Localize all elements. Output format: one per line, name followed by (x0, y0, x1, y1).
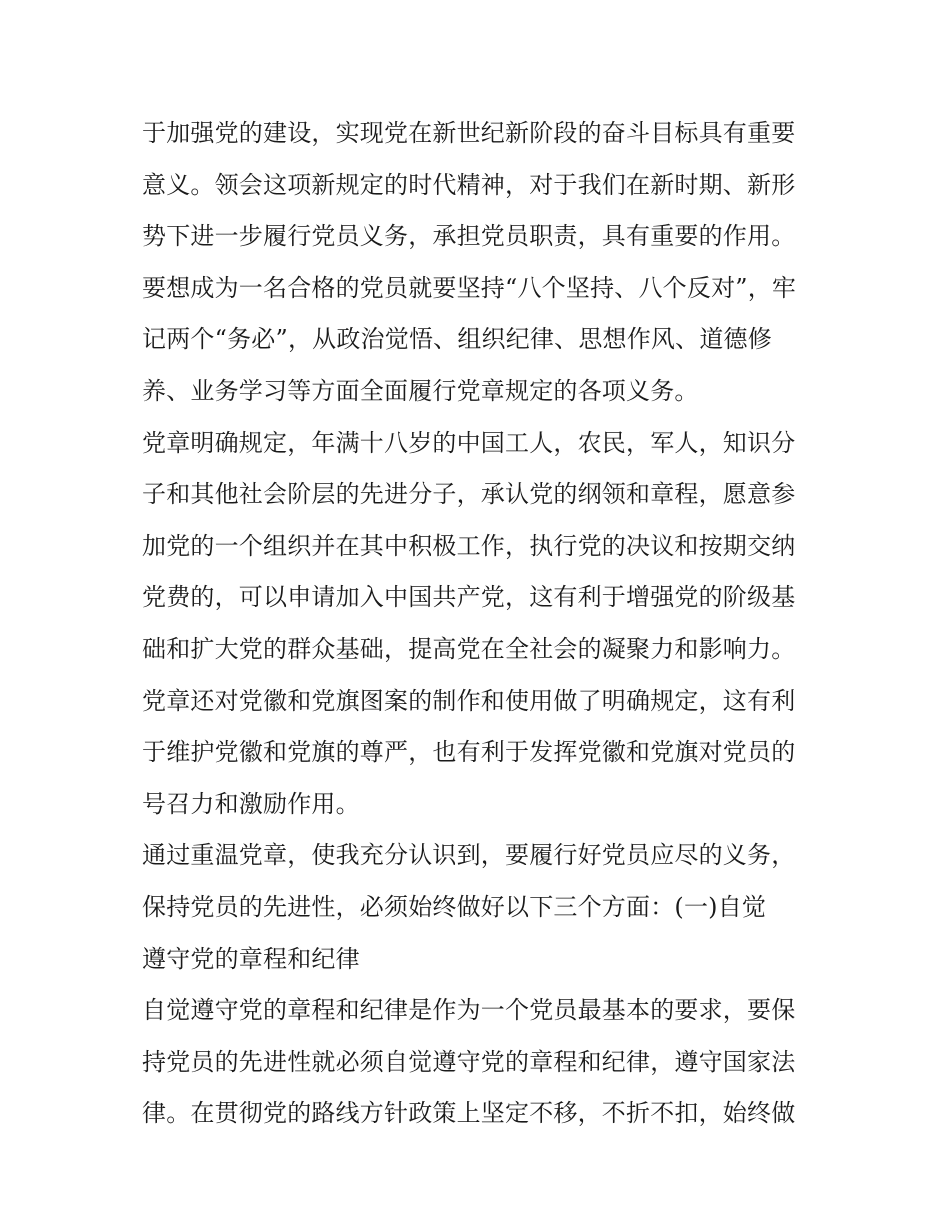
text-line: 持党员的先进性就必须自觉遵守党的章程和纪律，遵守国家法 (142, 1047, 796, 1076)
text-line: 自觉遵守党的章程和纪律是作为一个党员最基本的要求，要保 (142, 996, 796, 1025)
text-line: 号召力和激励作用。 (142, 789, 360, 818)
text-line: 养、业务学习等方面全面履行党章规定的各项义务。 (142, 376, 699, 405)
text-line: 于维护党徽和党旗的尊严，也有利于发挥党徽和党旗对党员的 (142, 738, 796, 767)
text-line: 要想成为一名合格的党员就要坚持“八个坚持、八个反对”，牢 (142, 273, 797, 302)
text-line: 党章明确规定，年满十八岁的中国工人，农民，军人，知识分 (142, 428, 796, 457)
text-line: 础和扩大党的群众基础，提高党在全社会的凝聚力和影响力。 (142, 634, 796, 663)
text-line: 通过重温党章，使我充分认识到，要履行好党员应尽的义务， (142, 841, 796, 870)
text-line: 保持党员的先进性，必须始终做好以下三个方面：(一)自觉 (142, 892, 767, 921)
text-line: 意义。领会这项新规定的时代精神，对于我们在新时期、新形 (142, 170, 796, 199)
body-text (142, 108, 822, 1140)
text-line: 子和其他社会阶层的先进分子，承认党的纲领和章程，愿意参 (142, 480, 796, 509)
text-line: 律。在贯彻党的路线方针政策上坚定不移，不折不扣，始终做 (142, 1099, 796, 1128)
text-line: 记两个“务必”，从政治觉悟、组织纪律、思想作风、道德修 (142, 325, 772, 354)
text-line: 党费的，可以申请加入中国共产党，这有利于增强党的阶级基 (142, 583, 796, 612)
text-line: 遵守党的章程和纪律 (142, 944, 360, 973)
text-line: 党章还对党徽和党旗图案的制作和使用做了明确规定，这有利 (142, 686, 796, 715)
text-line: 势下进一步履行党员义务，承担党员职责，具有重要的作用。 (142, 222, 796, 251)
text-line: 于加强党的建设，实现党在新世纪新阶段的奋斗目标具有重要 (142, 119, 796, 147)
text-line: 加党的一个组织并在其中积极工作，执行党的决议和按期交纳 (142, 531, 796, 560)
